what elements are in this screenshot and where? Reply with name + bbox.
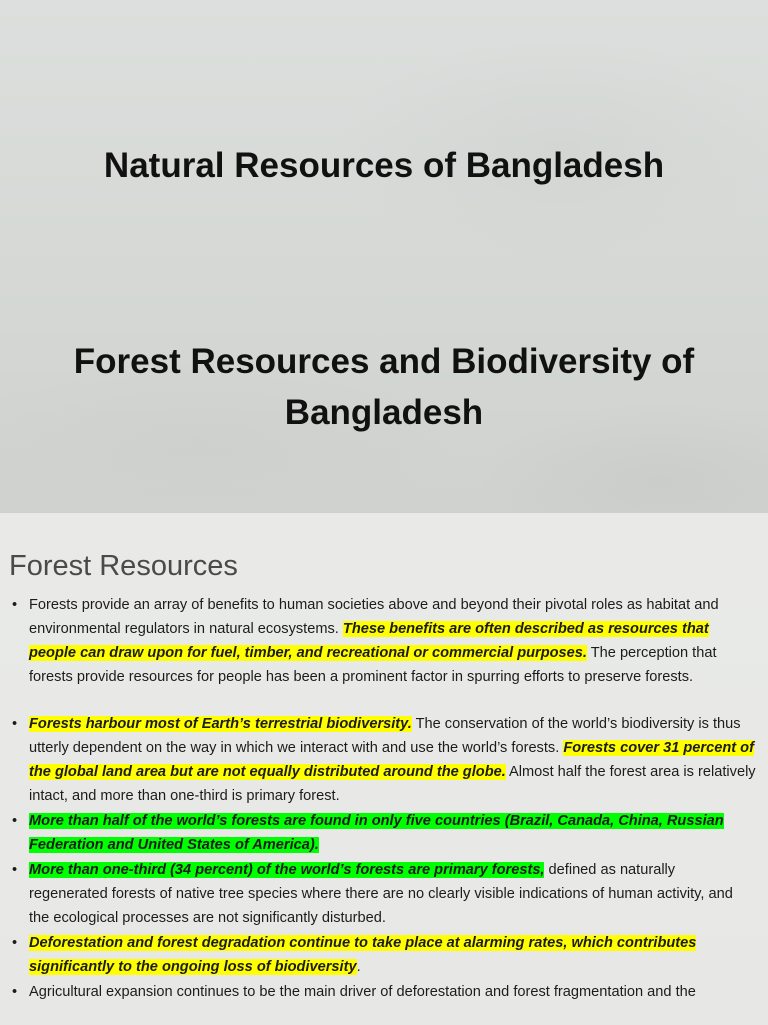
highlighted-text-yellow: Forests cover 31 percent of the global land area but are not equally distributed around the globe. bbox=[29, 740, 754, 780]
bullet-text: defined as naturally regenerated forests of native tree species where there are no clearly visible indications of human activity, and the ecological processes are not significantly disturbed. bbox=[29, 862, 733, 926]
bullet-item bbox=[29, 712, 756, 808]
bullet-item bbox=[29, 809, 756, 857]
bullet-text: Almost half the forest area is relatively intact, and more than one-third is primary forest. bbox=[29, 764, 756, 804]
bullet-text: . bbox=[356, 959, 361, 975]
slide-subtitle bbox=[10, 336, 758, 438]
bullet-list bbox=[0, 593, 768, 1005]
bullet-text: The conservation of the world’s biodiversity is thus utterly dependent on the way in which we interact with and use the world’s forests. bbox=[29, 716, 741, 756]
bullet-text: Forests provide an array of benefits to human societies above and beyond their pivotal roles as habitat and environmental regulators in natural ecosystems. bbox=[29, 597, 719, 637]
slide-subtitle-line-2: Bangladesh bbox=[284, 393, 484, 432]
slide-forest-resources bbox=[0, 512, 768, 1025]
bullet-text: The perception that forests provide resources for people has been a prominent factor in spurring efforts to preserve forests. bbox=[29, 645, 717, 685]
bullet-item bbox=[29, 980, 756, 1004]
bullet-item bbox=[29, 931, 756, 979]
highlighted-text-yellow: Forests harbour most of Earth’s terrestrial biodiversity. bbox=[29, 716, 412, 732]
highlighted-text-yellow: These benefits are often described as resources that people can draw upon for fuel, timber, and recreational or commercial purposes. bbox=[29, 621, 709, 661]
highlighted-text-green: More than one-third (34 percent) of the world’s forests are primary forests, bbox=[29, 862, 545, 878]
section-heading: Forest Resources bbox=[9, 550, 238, 582]
bullet-text: Agricultural expansion continues to be the main driver of deforestation and forest fragmentation and the bbox=[29, 984, 696, 1000]
slide-title-heading: Natural Resources of Bangladesh bbox=[103, 146, 665, 185]
highlighted-text-yellow: Deforestation and forest degradation continue to take place at alarming rates, which contributes significantly to the ongoing loss of biodiversity bbox=[29, 935, 697, 975]
slide-subtitle-line-1: Forest Resources and Biodiversity of bbox=[73, 342, 695, 381]
bullet-item bbox=[29, 593, 756, 689]
slide-title bbox=[0, 0, 768, 512]
highlighted-text-green: More than half of the world’s forests are found in only five countries (Brazil, Canada, China, Russian Federation and United States of America). bbox=[29, 813, 724, 853]
bullet-item bbox=[29, 858, 756, 930]
